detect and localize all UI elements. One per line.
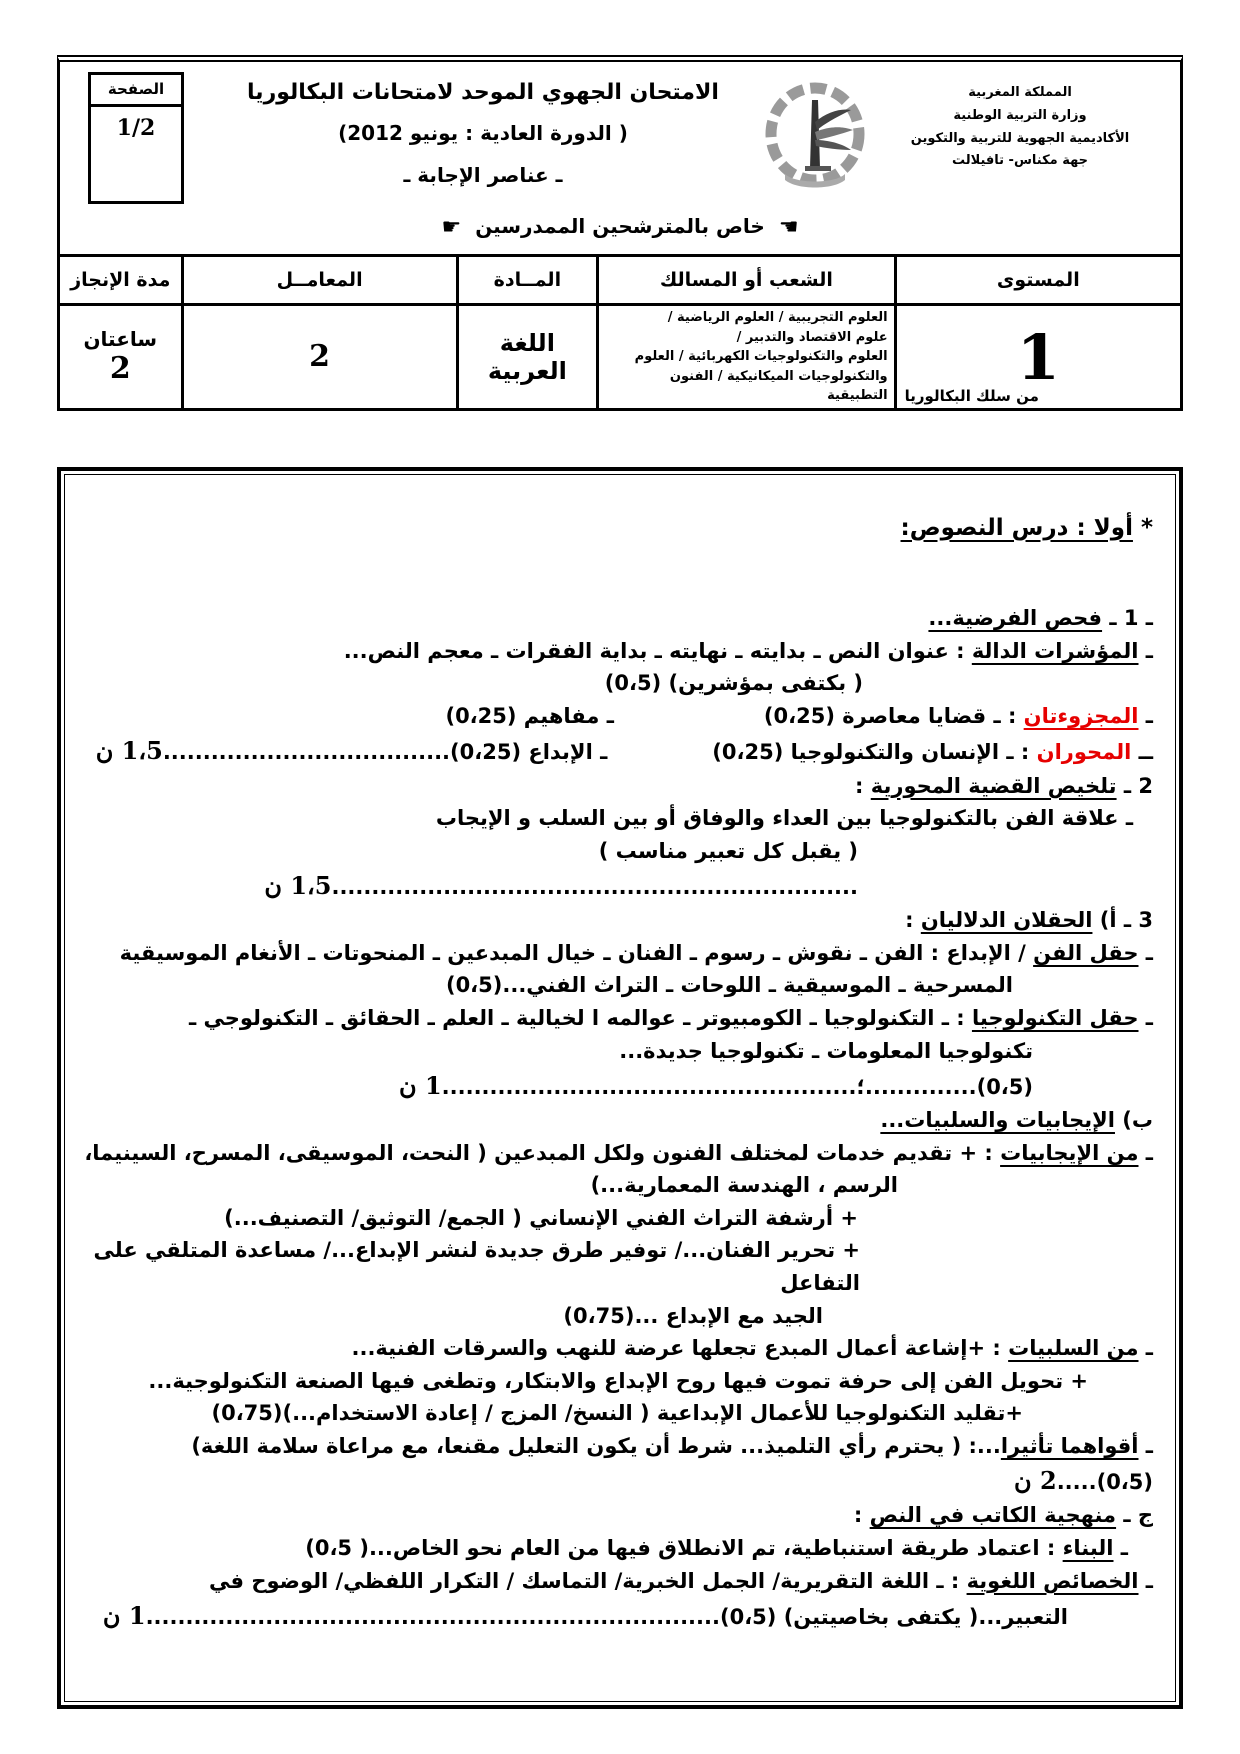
text-run: ـ (1138, 638, 1153, 663)
text-run: ـ (1138, 703, 1153, 728)
text-run: ج ـ (1116, 1503, 1153, 1528)
answer-line (83, 1137, 1153, 1170)
answer-line (83, 1397, 1153, 1430)
text-run: ـ (1138, 1140, 1153, 1165)
text-run: ـ (1138, 1005, 1153, 1030)
exam-session: ( الدورة العادية : يونيو 2012) (338, 121, 628, 145)
text-run: : + تقديم خدمات لمختلف الفنون ولكل المبدعين ( النحت، الموسيقى، المسرح، السينيما، (84, 1140, 1001, 1165)
text-run: ـ 1 ـ (1102, 606, 1153, 631)
subject-cell: اللغة العربية (457, 305, 597, 410)
text-run: ........................................................................ (145, 1605, 720, 1630)
text-run: ( بكتفى بمؤشرين) (0،5) (604, 671, 863, 696)
score-value: 1،5 ن (95, 736, 163, 766)
pointing-hand-icon-right: ☚ (778, 215, 799, 240)
answer-line (83, 937, 1153, 970)
duration-cell (59, 305, 183, 410)
branches-cell (598, 305, 896, 410)
exam-info-table (57, 254, 1183, 411)
text-run: +تقليد التكنولوجيا للأعمال الإبداعية ( النسخ/ المزج / إعادة الاستخدام...)(0،75) (211, 1401, 1023, 1426)
audience-note (70, 214, 1170, 240)
score-value: 1 ن (398, 1071, 442, 1101)
header-coefficient: المعامــل (182, 256, 457, 305)
answer-line (83, 1035, 1153, 1105)
audience-text: خاص بالمترشحين الممدرسين (475, 214, 765, 238)
text-run: المسرحية ـ الموسيقية ـ اللوحات ـ التراث الفني...(0،5) (445, 973, 1013, 998)
spacer (607, 758, 712, 759)
text-run: ـ الإبداع (0،25) (450, 740, 608, 765)
text-run: المجزوءتان (1023, 703, 1139, 728)
answer-line (83, 667, 1153, 700)
level-number: 1 (1016, 320, 1060, 394)
text-run: ـ (1138, 1568, 1153, 1593)
answer-line (83, 602, 1153, 635)
page-number: 1/2 (116, 115, 156, 141)
answers-box (57, 467, 1183, 1709)
text-run: + تحرير الفنان.../ توفير طرق جديدة لنشر الإبداع.../ مساعدة المتلقي على التفاعل (93, 1238, 860, 1295)
text-run: ..............؛.................................................... (441, 1075, 977, 1100)
table-header-row (59, 256, 1182, 305)
table-row (59, 305, 1182, 410)
branches-line: والتكنولوجيات الميكانيكية / الفنون التطبيقية (669, 368, 888, 403)
answer-line (83, 1169, 1153, 1202)
header-branches: الشعب أو المسالك (598, 256, 896, 305)
text-run: : ـ اللغة التقريرية/ الجمل الخبرية/ التماسك / التكرار اللفظي/ الوضوح في (209, 1568, 967, 1593)
text-run: ـ (1138, 1336, 1153, 1361)
text-run: حقل الفن (1033, 940, 1139, 965)
score-value: 1 ن (102, 1601, 146, 1631)
text-run: أولا : درس النصوص: (900, 514, 1133, 541)
score-value: 1،5 ن (264, 871, 332, 901)
answer-line (83, 1332, 1153, 1365)
text-run: ـ (1138, 1433, 1153, 1458)
answer-line (83, 1002, 1153, 1035)
text-run: الرسم ، الهندسة المعمارية...) (590, 1173, 898, 1198)
section-title (83, 511, 1153, 547)
text-run: الحقلان الدلاليان (920, 908, 1093, 933)
pointing-hand-icon-left: ☛ (441, 215, 462, 240)
ministry-block (870, 68, 1170, 173)
answer-line (83, 835, 1153, 905)
text-run: .................................... (162, 740, 451, 765)
text-run: المحوران (1036, 740, 1132, 765)
score-value: 2 ن (1014, 1466, 1057, 1496)
text-run: ـ (1113, 1536, 1128, 1561)
text-run: ـ علاقة الفن بالتكنولوجيا بين العداء والوفاق أو بين السلب و الإيجاب (435, 806, 1133, 831)
text-run: ( يقبل كل تعبير مناسب ) (598, 838, 858, 863)
text-run: / الإبداع : الفن ـ نقوش ـ رسوم ـ الفنان ـ خيال المبدعين ـ المنحوتات ـ الأنغام الموسيقية (119, 940, 1034, 965)
text-run: 3 ـ أ) (1092, 908, 1153, 933)
answer-elements-label: ـ عناصر الإجابة ـ (403, 163, 563, 187)
text-run: من الإيجابيات (1000, 1140, 1139, 1165)
branches-line: علوم الاقتصاد والتدبير / (736, 329, 888, 345)
branches-line: العلوم التجريبية / العلوم الرياضية / (667, 310, 888, 325)
header-top (70, 68, 1170, 204)
spacer (614, 722, 764, 723)
page-number-box (88, 72, 184, 204)
text-run: الإيجابيات والسلبيات... (880, 1108, 1115, 1133)
text-run: : عنوان النص ـ بدايته ـ نهايته ـ بداية الفقرات ـ معجم النص... (343, 638, 972, 663)
ministry-line: المملكة المغربية (968, 85, 1072, 100)
header-box (57, 55, 1183, 254)
answer-line (83, 700, 1153, 733)
duration-word: ساعتان (83, 326, 158, 351)
answer-line (83, 1532, 1153, 1565)
text-run: : +إشاعة أعمال المبدع تجعلها عرضة للنهب والسرقات الفنية... (351, 1336, 1009, 1361)
text-run: فحص الفرضية... (928, 606, 1103, 631)
text-run: .................................................................. (331, 875, 858, 900)
text-run: * (1132, 514, 1153, 541)
answer-line (83, 770, 1153, 803)
page-label: الصفحة (91, 75, 181, 107)
header-subject: المــادة (457, 256, 597, 305)
text-run: ...: ( يحترم رأي التلميذ... شرط أن يكون التعليل مقنعا، مع مراعاة سلامة اللغة)(0،5) (191, 1433, 1153, 1495)
text-run: : ـ التكنولوجيا ـ الكومبيوتر ـ عوالمه ا لخيالية ـ العلم ـ الحقائق ـ التكنولوجي ـ (189, 1005, 972, 1030)
text-run: : (853, 1503, 870, 1528)
answer-line (83, 635, 1153, 668)
text-run: : اعتماد طريقة استنباطية، تم الانطلاق فيها من العام نحو الخاص...( 0،5) (305, 1536, 1063, 1561)
text-run: ـ (1138, 940, 1153, 965)
text-run: المؤشرات الدالة (971, 638, 1139, 663)
level-cell (895, 305, 1181, 410)
text-run: من السلبيات (1008, 1336, 1139, 1361)
answer-line (83, 1300, 1153, 1333)
text-run: أقواهما تأثيرا (1000, 1433, 1139, 1458)
text-run: حقل التكنولوجيا (971, 1005, 1139, 1030)
ministry-line: جهة مكناس- تافيلالت (951, 153, 1089, 169)
duration-number: 2 (109, 350, 131, 386)
answer-lines (64, 474, 1176, 1702)
text-run: 2 ـ (1116, 773, 1153, 798)
text-run: + أرشفة التراث الفني الإنساني ( الجمع/ التوثيق/ التصنيف...) (224, 1205, 858, 1230)
answer-line (83, 1430, 1153, 1500)
answer-line (83, 969, 1153, 1002)
answer-line (83, 1234, 1153, 1299)
text-run: منهجية الكاتب في النص (869, 1503, 1117, 1528)
exam-title-block (206, 68, 760, 187)
academy-logo (760, 68, 870, 194)
text-run: تكنولوجيا المعلومات ـ تكنولوجيا جديدة...(0،5) (619, 1038, 1033, 1100)
header-level: المستوى (895, 256, 1181, 305)
answer-line (83, 1202, 1153, 1235)
text-run: البناء (1062, 1536, 1114, 1561)
branches-line: العلوم والتكنولوجيات الكهربائية / العلوم (634, 349, 888, 364)
text-run: ـ مفاهيم (0،25) (445, 703, 614, 728)
answer-line (83, 1365, 1153, 1398)
exam-title: الامتحان الجهوي الموحد لامتحانات البكالوريا (247, 80, 719, 105)
text-run: تلخيص القضية المحورية (870, 773, 1117, 798)
answer-line (83, 732, 1153, 769)
answer-line (83, 1565, 1153, 1598)
ministry-line: وزارة التربية الوطنية (953, 107, 1087, 123)
text-run: ــ (1131, 740, 1153, 765)
header-duration: مدة الإنجاز (59, 256, 183, 305)
answer-line (83, 904, 1153, 937)
text-run: الجيد مع الإبداع ...(0،75) (563, 1303, 823, 1328)
text-run: : (855, 773, 871, 798)
text-run: : ـ قضايا معاصرة (0،25) (763, 703, 1024, 728)
answer-line (83, 1104, 1153, 1137)
text-run: الخصائص اللغوية (966, 1568, 1139, 1593)
answer-line (83, 802, 1153, 835)
text-run: : ـ الإنسان والتكنولوجيا (0،25) (712, 740, 1037, 765)
text-run: ..... (1056, 1470, 1097, 1495)
ministry-line: الأكاديمية الجهوية للتربية والتكوين (910, 130, 1130, 146)
text-run: التعبير...( يكتفى بخاصيتين) (0،5) (719, 1605, 1068, 1630)
level-caption: من سلك البكالوريا (904, 386, 1039, 405)
coefficient-cell: 2 (182, 305, 457, 410)
answer-line (83, 1499, 1153, 1532)
text-run: + تحويل الفن إلى حرفة تموت فيها روح الإبداع والابتكار، وتطغى فيها الصنعة التكنولوجية... (148, 1368, 1088, 1393)
text-run: : (905, 908, 921, 933)
answer-line (83, 1597, 1153, 1634)
text-run: ب) (1114, 1108, 1153, 1133)
